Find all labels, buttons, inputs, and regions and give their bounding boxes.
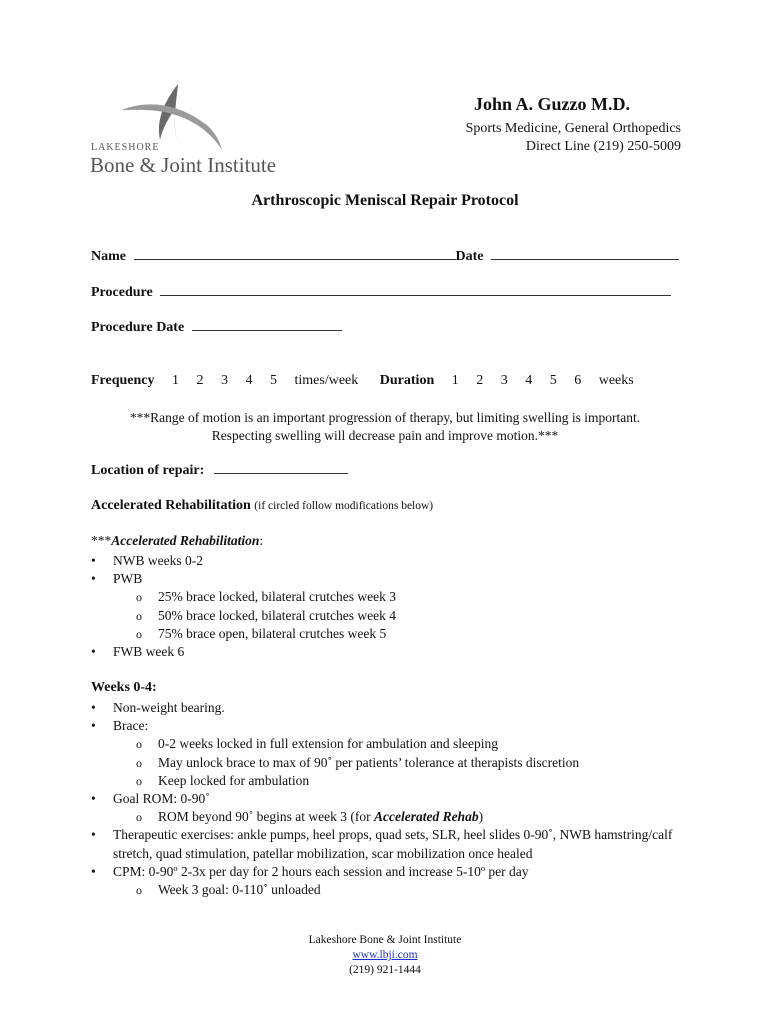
footer-org: Lakeshore Bone & Joint Institute — [308, 934, 462, 946]
name-field[interactable] — [134, 249, 456, 260]
accelerated-list-heading: ***Accelerated Rehabilitation: — [91, 533, 264, 548]
accelerated-list — [91, 552, 691, 661]
duration-option[interactable]: 3 — [500, 373, 508, 388]
procedure-date-row — [91, 320, 342, 336]
procedure-field[interactable] — [160, 285, 671, 296]
accelerated-rehab-hint: (if circled follow modifications below) — [254, 500, 434, 512]
location-row — [91, 463, 348, 479]
list-item: • CPM: 0-90º 2-3x per day for 2 hours each session and increase 5-10º per day — [91, 863, 691, 881]
page-title: Arthroscopic Meniscal Repair Protocol — [251, 192, 519, 209]
weeks-heading: Weeks 0-4: — [91, 680, 157, 695]
list-subitem: o Keep locked for ambulation — [91, 772, 691, 790]
doctor-info — [466, 120, 681, 156]
procedure-row — [91, 285, 671, 301]
procedure-date-label: Procedure Date — [91, 320, 185, 335]
direct-line: Direct Line (219) 250-5009 — [525, 139, 681, 154]
name-label: Name — [91, 249, 126, 264]
list-subitem: o May unlock brace to max of 90˚ per patients’ tolerance at therapists discretion — [91, 754, 691, 772]
date-label: Date — [455, 249, 484, 264]
weeks-list — [91, 699, 691, 899]
frequency-option[interactable]: 4 — [245, 373, 253, 388]
list-subitem: o 0-2 weeks locked in full extension for ambulation and sleeping — [91, 735, 691, 753]
note-line-2: Respecting swelling will decrease pain and improve motion.*** — [211, 428, 559, 443]
location-field[interactable] — [214, 463, 348, 474]
procedure-label: Procedure — [91, 285, 153, 300]
duration-label: Duration — [379, 373, 435, 388]
frequency-option[interactable]: 1 — [172, 373, 180, 388]
duration-option[interactable]: 2 — [476, 373, 484, 388]
doctor-name: John A. Guzzo M.D. — [473, 94, 630, 114]
list-item: • Non-weight bearing. — [91, 699, 691, 717]
list-item: • NWB weeks 0-2 — [91, 552, 691, 570]
frequency-option[interactable]: 2 — [196, 373, 204, 388]
list-subitem: o 25% brace locked, bilateral crutches week 3 — [91, 588, 691, 606]
footer — [0, 933, 770, 978]
list-item: • FWB week 6 — [91, 643, 691, 661]
frequency-option[interactable]: 3 — [221, 373, 229, 388]
frequency-option[interactable]: 5 — [270, 373, 278, 388]
motion-note — [0, 409, 770, 445]
footer-link[interactable]: www.lbji.com — [352, 949, 418, 961]
logo-main-text: Bone & Joint Institute — [90, 153, 277, 177]
note-line-1: ***Range of motion is an important progression of therapy, but limiting swelling is important. — [129, 410, 641, 425]
frequency-duration-row — [91, 373, 634, 389]
accelerated-rehab-option[interactable] — [91, 498, 433, 514]
accelerated-rehab-label: Accelerated Rehabilitation — [91, 498, 251, 513]
list-item: • PWB — [91, 570, 691, 588]
footer-phone: (219) 921-1444 — [349, 964, 421, 976]
procedure-date-field[interactable] — [192, 320, 342, 331]
duration-option[interactable]: 1 — [451, 373, 459, 388]
list-item: • Therapeutic exercises: ankle pumps, heel props, quad sets, SLR, heel slides 0-90˚, NWB hamstring/calf stretch, quad stimulation, patellar mobilization, scar mobilization once healed — [91, 826, 691, 862]
list-subitem: o 50% brace locked, bilateral crutches week 4 — [91, 607, 691, 625]
list-item: • Goal ROM: 0-90˚ — [91, 790, 691, 808]
name-date-row — [91, 249, 679, 265]
duration-unit: weeks — [598, 373, 634, 388]
frequency-unit: times/week — [294, 373, 359, 388]
logo — [88, 82, 298, 177]
logo-small-text: LAKESHORE — [91, 142, 160, 153]
list-subitem: o ROM beyond 90˚ begins at week 3 (for Accelerated Rehab) — [91, 808, 691, 826]
list-subitem: o Week 3 goal: 0-110˚ unloaded — [91, 881, 691, 899]
duration-option[interactable]: 4 — [525, 373, 533, 388]
specialty: Sports Medicine, General Orthopedics — [465, 121, 681, 136]
list-subitem: o 75% brace open, bilateral crutches week 5 — [91, 625, 691, 643]
list-item: • Brace: — [91, 717, 691, 735]
location-label: Location of repair: — [91, 463, 205, 478]
duration-option[interactable]: 6 — [574, 373, 582, 388]
date-field[interactable] — [491, 249, 679, 260]
frequency-label: Frequency — [91, 373, 155, 388]
duration-option[interactable]: 5 — [549, 373, 557, 388]
